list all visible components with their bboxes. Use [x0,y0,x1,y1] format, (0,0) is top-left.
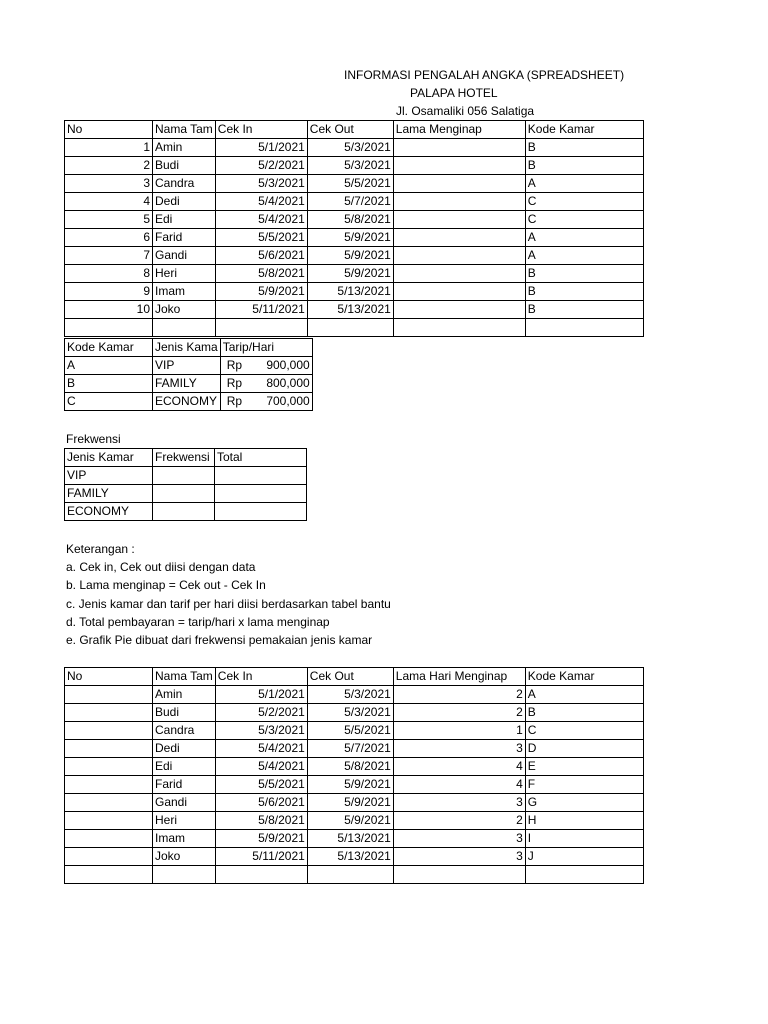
table-row [65,758,644,776]
table-cell: 2 [393,704,525,722]
table-cell: 5/4/2021 [215,758,307,776]
table-cell [153,866,216,884]
table-cell: A [65,357,153,375]
table-row [65,485,307,503]
table-cell [393,193,525,211]
column-header: Nama Tam [153,121,216,139]
table-cell: 5/3/2021 [215,722,307,740]
table-cell: 5/8/2021 [307,758,393,776]
table-cell: Dedi [153,740,216,758]
table-cell: Dedi [153,193,216,211]
table-cell: Heri [153,812,216,830]
table-cell: 5/5/2021 [215,229,307,247]
table-row [65,375,313,393]
table-cell: ECONOMY [153,393,221,411]
table-cell: B [525,139,643,157]
table-cell: 5/13/2021 [307,283,393,301]
table-cell: B [525,265,643,283]
table-cell: 3 [393,794,525,812]
table-cell: 4 [393,758,525,776]
table-cell: 1 [65,139,153,157]
table-cell: D [525,740,643,758]
table-cell: 5/9/2021 [307,794,393,812]
table-cell: Edi [153,758,216,776]
table-cell: C [525,722,643,740]
currency-label: Rp [226,358,243,372]
table-cell: 2 [65,157,153,175]
table-cell: 5/3/2021 [307,686,393,704]
table-cell: 2 [393,812,525,830]
table-cell: Farid [153,229,216,247]
table-cell: 5/1/2021 [215,686,307,704]
table-row [65,265,644,283]
table-cell: VIP [153,357,221,375]
table-cell [393,247,525,265]
table-cell [307,319,393,337]
table-cell [393,139,525,157]
table-cell [215,485,307,503]
note-e: e. Grafik Pie dibuat dari frekwensi pemakaian jenis kamar [66,633,373,647]
table-cell: 5/13/2021 [307,301,393,319]
table-cell: 5/9/2021 [307,229,393,247]
table-cell: 5/4/2021 [215,193,307,211]
table-cell: 5/9/2021 [307,776,393,794]
table-cell: ECONOMY [65,503,153,521]
table-cell [393,265,525,283]
table-cell [153,467,215,485]
table-header-row [65,668,644,686]
rate-table [64,338,313,411]
note-b: b. Lama menginap = Cek out - Cek In [66,578,266,592]
table-cell: 5/9/2021 [215,830,307,848]
column-header: Total [215,449,307,467]
table-cell: 9 [65,283,153,301]
table-cell: Gandi [153,247,216,265]
table-row [65,722,644,740]
table-header-row [65,339,313,357]
table-cell: 2 [393,686,525,704]
notes-title: Keterangan : [66,542,135,556]
table-cell: 5/9/2021 [307,265,393,283]
table-cell: 5/13/2021 [307,848,393,866]
column-header: No [65,668,153,686]
table-cell: 5 [65,211,153,229]
table-cell: A [525,686,643,704]
table-cell: 8 [65,265,153,283]
table-cell [65,704,153,722]
column-header: Lama Menginap [393,121,525,139]
rate-amount: 800,000 [266,376,310,390]
stay-table [64,667,644,884]
table-cell: 5/7/2021 [307,193,393,211]
rate-value [223,375,310,392]
table-cell: Candra [153,175,216,193]
table-cell: 5/9/2021 [307,812,393,830]
column-header: Lama Hari Menginap [393,668,525,686]
table-cell: G [525,794,643,812]
table-row [65,301,644,319]
table-row [65,686,644,704]
table-row [65,740,644,758]
table-cell: 5/8/2021 [307,211,393,229]
empty-row [65,319,644,337]
table-cell: F [525,776,643,794]
doc-title: INFORMASI PENGALAH ANGKA (SPREADSHEET) [344,68,625,82]
table-cell: Imam [153,830,216,848]
freq-table-body [65,449,307,521]
table-cell [65,686,153,704]
table-cell: Budi [153,704,216,722]
guest-table-body [65,121,644,337]
table-cell: 3 [65,175,153,193]
table-cell: 5/7/2021 [307,740,393,758]
table-cell [153,503,215,521]
table-row [65,175,644,193]
rate-cell [220,375,312,393]
table-cell: C [65,393,153,411]
rate-value [223,357,310,374]
freq-label: Frekwensi [66,432,121,446]
column-header: Kode Kamar [525,121,643,139]
note-c: c. Jenis kamar dan tarif per hari diisi berdasarkan tabel bantu [66,597,391,611]
hotel-name: PALAPA HOTEL [410,86,498,100]
table-cell: H [525,812,643,830]
table-cell: A [525,175,643,193]
column-header: Nama Tam [153,668,216,686]
column-header: Kode Kamar [525,668,643,686]
table-cell [65,722,153,740]
table-row [65,467,307,485]
table-cell [393,301,525,319]
table-row [65,229,644,247]
table-cell: 4 [65,193,153,211]
column-header: Jenis Kama [153,339,221,357]
table-row [65,393,313,411]
rate-amount: 700,000 [266,394,310,408]
table-cell: B [525,301,643,319]
table-cell [393,319,525,337]
table-cell: 5/6/2021 [215,794,307,812]
table-row [65,139,644,157]
column-header: Cek Out [307,121,393,139]
table-cell: Candra [153,722,216,740]
table-cell: 5/3/2021 [307,704,393,722]
table-cell: C [525,193,643,211]
table-cell [65,830,153,848]
table-cell: I [525,830,643,848]
table-cell [65,866,153,884]
table-cell: 5/13/2021 [307,830,393,848]
table-cell: 5/9/2021 [215,283,307,301]
table-cell [307,866,393,884]
table-cell: 5/9/2021 [307,247,393,265]
table-cell: 4 [393,776,525,794]
table-cell [393,283,525,301]
table-cell: 5/5/2021 [307,175,393,193]
column-header: Jenis Kamar [65,449,153,467]
table-cell: 5/11/2021 [215,301,307,319]
table-cell: FAMILY [153,375,221,393]
table-cell: 6 [65,229,153,247]
table-cell: C [525,211,643,229]
table-cell: Gandi [153,794,216,812]
table-cell: Amin [153,139,216,157]
table-cell [153,485,215,503]
table-row [65,157,644,175]
table-cell: 3 [393,740,525,758]
table-cell: 5/8/2021 [215,812,307,830]
table-cell [393,866,525,884]
table-cell [215,503,307,521]
table-cell [65,794,153,812]
table-cell: B [525,157,643,175]
table-cell: 5/6/2021 [215,247,307,265]
table-cell [153,319,216,337]
table-cell: B [525,283,643,301]
column-header: Tarip/Hari [220,339,312,357]
table-cell [525,866,643,884]
rate-table-body [65,339,313,411]
table-header-row [65,449,307,467]
table-cell: B [525,704,643,722]
currency-label: Rp [226,376,243,390]
table-cell [65,319,153,337]
rate-cell [220,393,312,411]
table-row [65,247,644,265]
table-cell: 7 [65,247,153,265]
table-row [65,830,644,848]
table-cell: Joko [153,848,216,866]
table-cell: Edi [153,211,216,229]
note-a: a. Cek in, Cek out diisi dengan data [66,560,256,574]
table-cell: 5/5/2021 [215,776,307,794]
table-header-row [65,121,644,139]
table-cell: Joko [153,301,216,319]
table-row [65,812,644,830]
note-d: d. Total pembayaran = tarip/hari x lama menginap [66,615,330,629]
guest-table [64,120,644,337]
table-cell [215,319,307,337]
table-cell: 5/11/2021 [215,848,307,866]
table-cell: J [525,848,643,866]
rate-value [223,393,310,410]
table-row [65,211,644,229]
table-cell [393,175,525,193]
table-cell: FAMILY [65,485,153,503]
table-cell: A [525,247,643,265]
table-cell [393,229,525,247]
table-cell: Farid [153,776,216,794]
table-cell [215,866,307,884]
table-cell: 3 [393,848,525,866]
table-cell: 10 [65,301,153,319]
column-header: Cek In [215,121,307,139]
table-cell [393,157,525,175]
table-cell: 3 [393,830,525,848]
column-header: Cek Out [307,668,393,686]
table-cell [65,848,153,866]
table-cell [215,467,307,485]
table-cell: 5/3/2021 [215,175,307,193]
table-cell: 5/4/2021 [215,211,307,229]
hotel-address: Jl. Osamaliki 056 Salatiga [396,104,535,118]
currency-label: Rp [226,394,243,408]
stay-table-body [65,668,644,884]
table-row [65,193,644,211]
table-cell [65,812,153,830]
table-cell: 5/1/2021 [215,139,307,157]
table-cell [65,740,153,758]
table-cell [65,758,153,776]
column-header: Frekwensi [153,449,215,467]
table-cell: 5/4/2021 [215,740,307,758]
column-header: Kode Kamar [65,339,153,357]
table-cell: A [525,229,643,247]
column-header: Cek In [215,668,307,686]
table-row [65,704,644,722]
table-row [65,283,644,301]
empty-row [65,866,644,884]
table-cell [393,211,525,229]
rate-cell [220,357,312,375]
table-cell: Budi [153,157,216,175]
table-cell [65,776,153,794]
table-cell: B [65,375,153,393]
table-cell [525,319,643,337]
table-cell: Heri [153,265,216,283]
table-cell: 5/5/2021 [307,722,393,740]
table-row [65,776,644,794]
table-cell: 5/8/2021 [215,265,307,283]
table-cell: Imam [153,283,216,301]
table-cell: E [525,758,643,776]
table-row [65,503,307,521]
table-cell: 5/3/2021 [307,157,393,175]
column-header: No [65,121,153,139]
table-cell: 5/2/2021 [215,704,307,722]
table-row [65,357,313,375]
table-cell: 5/3/2021 [307,139,393,157]
table-cell: 1 [393,722,525,740]
rate-amount: 900,000 [266,358,310,372]
table-row [65,794,644,812]
table-row [65,848,644,866]
table-cell: 5/2/2021 [215,157,307,175]
table-cell: VIP [65,467,153,485]
freq-table [64,448,307,521]
table-cell: Amin [153,686,216,704]
